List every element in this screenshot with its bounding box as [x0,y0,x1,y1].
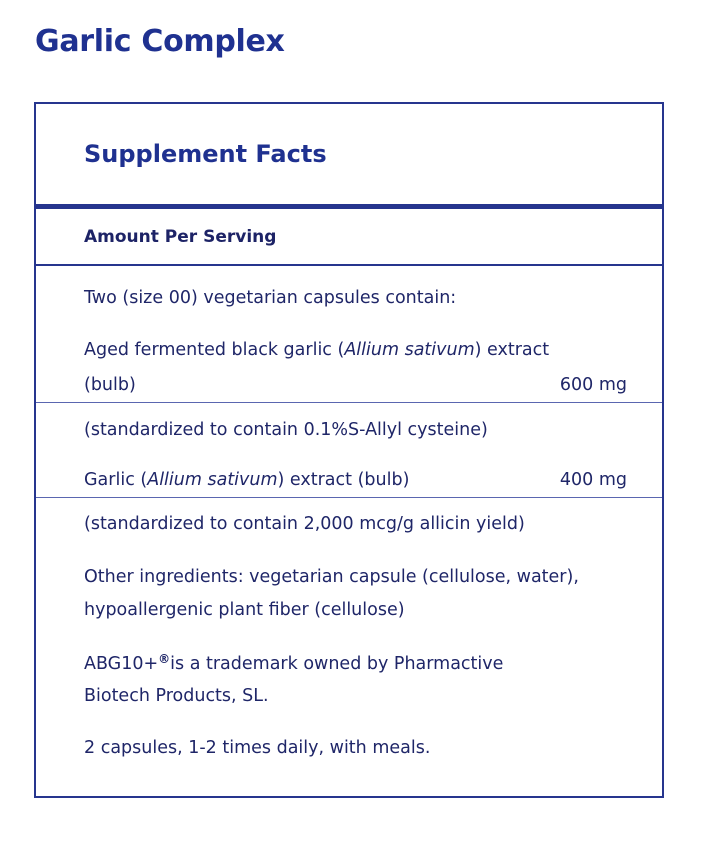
ingredient-black-garlic-amount: 600 mg [559,375,627,395]
ingredient-black-garlic-pre: Aged fermented black garlic ( [84,340,345,360]
trademark-line-1 [84,652,503,674]
ingredient-black-garlic-latin: Allium sativum [344,340,475,360]
ingredient-black-garlic-part: (bulb) [84,375,136,395]
directions: 2 capsules, 1-2 times daily, with meals. [84,738,431,758]
supplement-facts-panel [34,102,664,798]
registered-symbol: ® [158,652,171,666]
product-title: Garlic Complex [35,24,285,59]
trademark-line-2: Biotech Products, SL. [84,686,269,706]
divider [36,402,662,403]
ingredient-garlic-amount: 400 mg [559,470,627,490]
supplement-facts-heading: Supplement Facts [84,140,327,168]
trademark-rest: is a trademark owned by Pharmactive [170,654,504,674]
amount-per-serving-label: Amount Per Serving [84,227,277,247]
supplement-facts-header [36,104,662,209]
standardization-note-2: (standardized to contain 2,000 mcg/g allicin yield) [84,514,525,534]
ingredient-garlic-name [84,470,409,490]
serving-intro: Two (size 00) vegetarian capsules contain: [84,288,457,308]
divider [36,497,662,498]
ingredient-black-garlic-name [84,340,549,360]
ingredient-black-garlic-post: ) extract [474,340,550,360]
ingredient-garlic-post: ) extract (bulb) [277,470,410,490]
standardization-note-1: (standardized to contain 0.1%S-Allyl cysteine) [84,420,488,440]
ingredient-garlic-pre: Garlic ( [84,470,148,490]
amount-per-serving-row [36,209,662,266]
ingredient-garlic-latin: Allium sativum [147,470,278,490]
trademark-mark: ABG10+ [84,654,159,674]
other-ingredients-line-2: hypoallergenic plant fiber (cellulose) [84,600,405,620]
other-ingredients-line-1: Other ingredients: vegetarian capsule (cellulose, water), [84,567,579,587]
